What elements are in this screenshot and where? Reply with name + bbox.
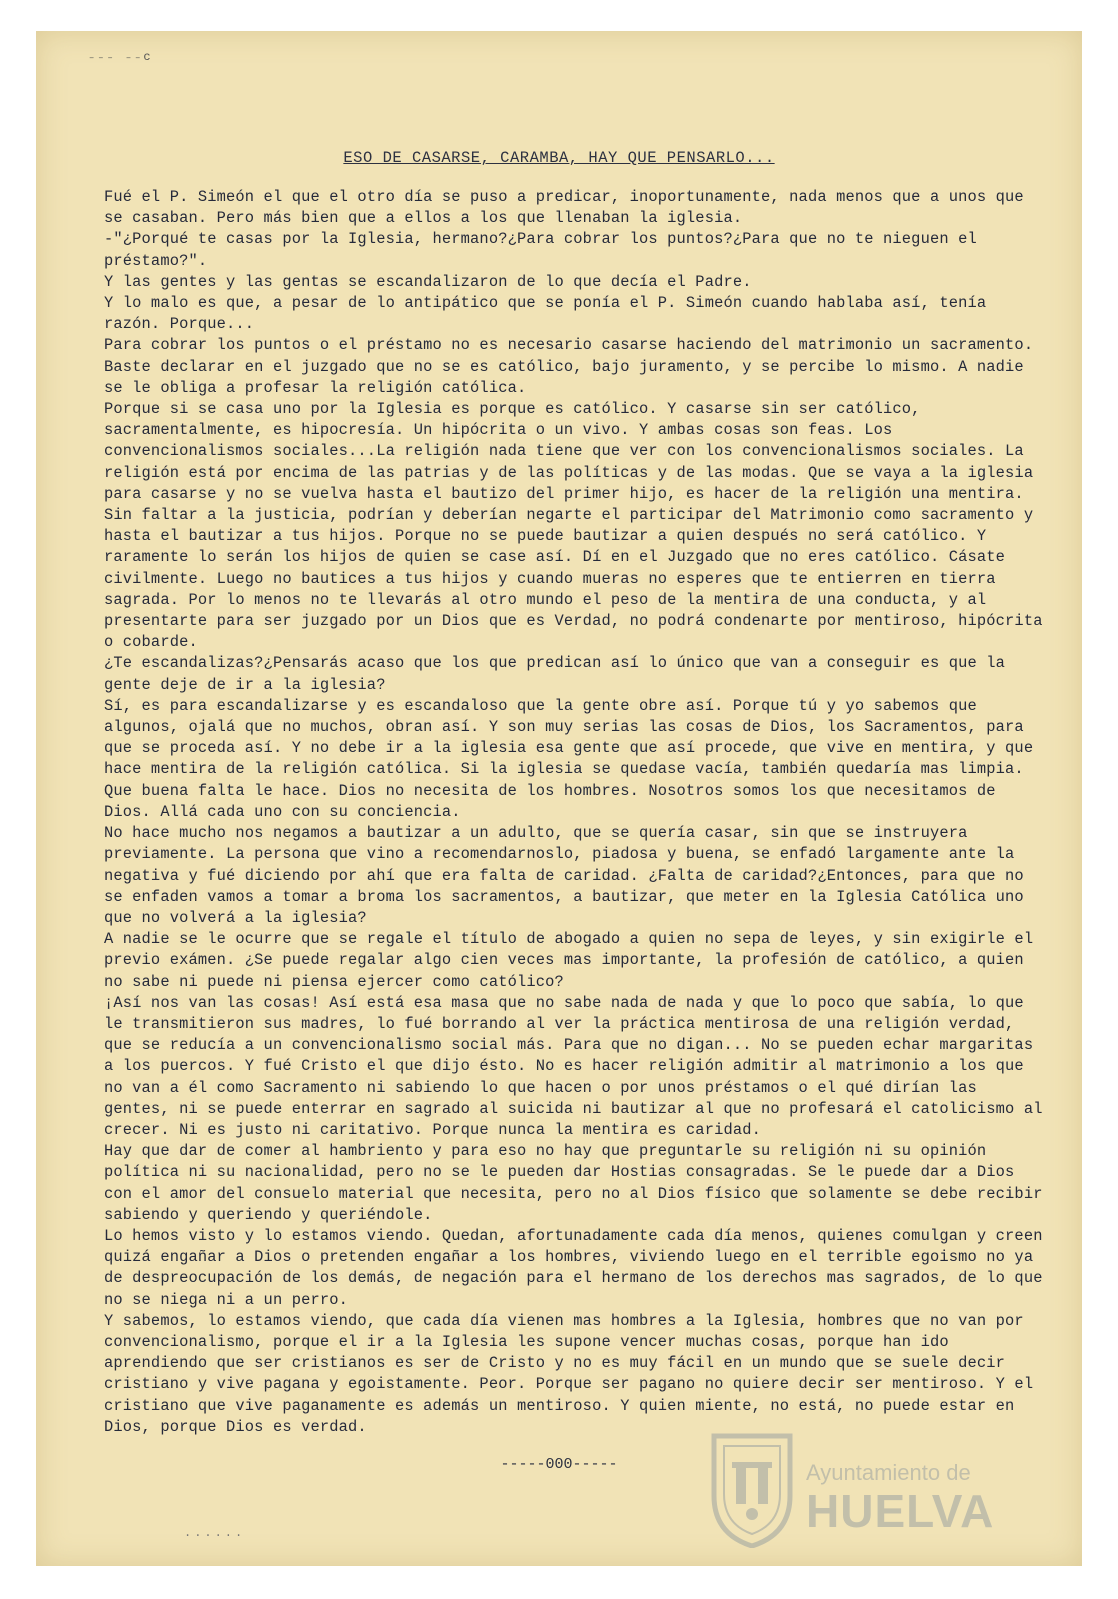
document-title <box>36 149 1082 167</box>
paragraph: Fué el P. Simeón el que el otro día se puso a predicar, inoportunamente, nada menos que a unos que se casaban. Pero más bien que a ellos a los que llenaban la iglesia. <box>104 188 1034 228</box>
paragraph: A nadie se le ocurre que se regale el título de abogado a quien no sepa de leyes, y sin exigirle el previo exámen. ¿Se puede regalar algo cien veces mas importante, la profesión de católico, a quien no sabe ni puede ni piensa ejercer como católico? <box>104 930 1043 991</box>
watermark-line2: HUELVA <box>806 1485 995 1537</box>
watermark-line1: Ayuntamiento de <box>806 1460 971 1485</box>
paragraph: -"¿Porqué te casas por la Iglesia, hermano?¿Para cobrar los puntos?¿Para que no te nieguen el préstamo?". <box>104 230 987 270</box>
paragraph: Y las gentes y las gentas se escandalizaron de lo que decía el Padre. <box>104 272 752 291</box>
paragraph: ¡Así nos van las cosas! Así está esa masa que no sabe nada de nada y que lo poco que sabía, lo que le transmitieron sus madres, lo fué borrando al ver la práctica mentirosa de una religión verdad, que se reducía a un convencionalismo social más. Para que no digan... No se pueden echar margaritas a los puercos. Y fué Cristo el que dijo ésto. No es hacer religión admitir al matrimonio a los que no van a él como Sacramento ni sabiendo lo que hacen o por unos préstamos o el qué dirían las gentes, ni se puede enterrar en sagrado al suicida ni bautizar al que no profesará el catolicismo al crecer. Ni es justo ni caritativo. Porque nunca la mentira es caridad. <box>104 993 1052 1139</box>
paragraph: Hay que dar de comer al hambriento y para eso no hay que preguntarle su religión ni su opinión política ni su nacionalidad, pero no se le pueden dar Hostias consagradas. Se le puede dar a Dios con el amor del consuelo material que necesita, pero no al Dios físico que solamente se debe recibir sabiendo y queriendo y queriéndole. <box>104 1142 1052 1224</box>
paragraph: Y lo malo es que, a pesar de lo antipático que se ponía el P. Simeón cuando hablaba así, tenía razón. Porque... <box>104 294 996 334</box>
paragraph: ¿Te escandalizas?¿Pensarás acaso que los que predican así lo único que van a conseguir es que la gente deje de ir a la iglesia? <box>104 654 1015 694</box>
corner-mark: ₋₋₋ ₋₋c <box>88 50 153 64</box>
watermark <box>708 1426 1038 1551</box>
paper-sheet <box>36 31 1082 1566</box>
footer-dots: ...... <box>184 1526 246 1540</box>
paragraph: Lo hemos visto y lo estamos viendo. Quedan, afortunadamente cada día menos, quienes comulgan y creen quizá engañar a Dios o pretenden engañar a los hombres, viviendo luego en el terrible egoismo no ya de despreocupación de los demás, de negación para el hermano de los derechos mas sagrados, de lo que no se niega ni a un perro. <box>104 1226 1052 1309</box>
title-text: ESO DE CASARSE, CARAMBA, HAY QUE PENSARLO... <box>343 149 775 167</box>
paragraph: No hace mucho nos negamos a bautizar a un adulto, que se quería casar, sin que se instruyera previamente. La persona que vino a recomendarnoslo, piadosa y buena, se enfadó largamente ante la negativa y fué diciendo por ahí que era falta de caridad. ¿Falta de caridad?¿Entonces, para que no se enfaden vamos a tomar a broma los sacramentos, a bautizar, que meter en la Iglesia Católica uno que no volverá a la iglesia? <box>104 824 1034 927</box>
end-mark: -----000----- <box>500 1456 618 1473</box>
document-body <box>104 187 1052 1438</box>
paragraph: Y sabemos, lo estamos viendo, que cada día vienen mas hombres a la Iglesia, hombres que no van por convencionalismo, porque el ir a la Iglesia les supone vencer muchas cosas, porque han ido aprendiendo que ser cristianos es ser de Cristo y no es muy fácil en un mundo que se suele decir cristiano y vive pagana y egoistamente. Peor. Porque ser pagano no quiere decir ser mentiroso. Y el cristiano que vive paganamente es además un mentiroso. Y quien miente, no está, no puede estar en Dios, porque Dios es verdad. <box>104 1311 1043 1436</box>
coat-of-arms-icon <box>708 1426 796 1548</box>
paragraph: Para cobrar los puntos o el préstamo no es necesario casarse haciendo del matrimonio un sacramento. Baste declarar en el juzgado que no se es católico, bajo juramento, y se percibe lo mismo. A nadie se le obliga a profesar la religión católica. <box>104 336 1043 397</box>
paragraph: Porque si se casa uno por la Iglesia es porque es católico. Y casarse sin ser católico, sacramentalmente, es hipocresía. Un hipócrita o un vivo. Y ambas cosas son feas. Los convencionalismos sociales...La religión nada tiene que ver con los convencionalismos sociales. La religión está por encima de las patrias y de las políticas y de las modas. Que se vaya a la iglesia para casarse y no se vuelva hasta el bautizo del primer hijo, es hacer de la religión una mentira. Sin faltar a la justicia, podrían y deberían negarte el participar del Matrimonio como sacramento y hasta el bautizar a tus hijos. Porque no se puede bautizar a quien después no será católico. Y raramente lo serán los hijos de quien se case así. Dí en el Juzgado que no eres católico. Cásate civilmente. Luego no bautices a tus hijos y cuando mueras no esperes que te entierren en tierra sagrada. Por lo menos no te llevarás al otro mundo el peso de la mentira de una conducta, y al presentarte para ser juzgado por un Dios que es Verdad, no podrá condenarte por mentiroso, hipócrita o cobarde. <box>104 400 1052 652</box>
paragraph: Sí, es para escandalizarse y es escandaloso que la gente obre así. Porque tú y yo sabemos que algunos, ojalá que no muchos, obran así. Y son muy serias las cosas de Dios, los Sacramentos, para que se proceda así. Y no debe ir a la iglesia esa gente que así procede, que vive en mentira, y que hace mentira de la religión católica. Si la iglesia se quedase vacía, también quedaría mas limpia. Que buena falta le hace. Dios no necesita de los hombres. Nosotros somos los que necesitamos de Dios. Allá cada uno con su conciencia. <box>104 696 1043 821</box>
